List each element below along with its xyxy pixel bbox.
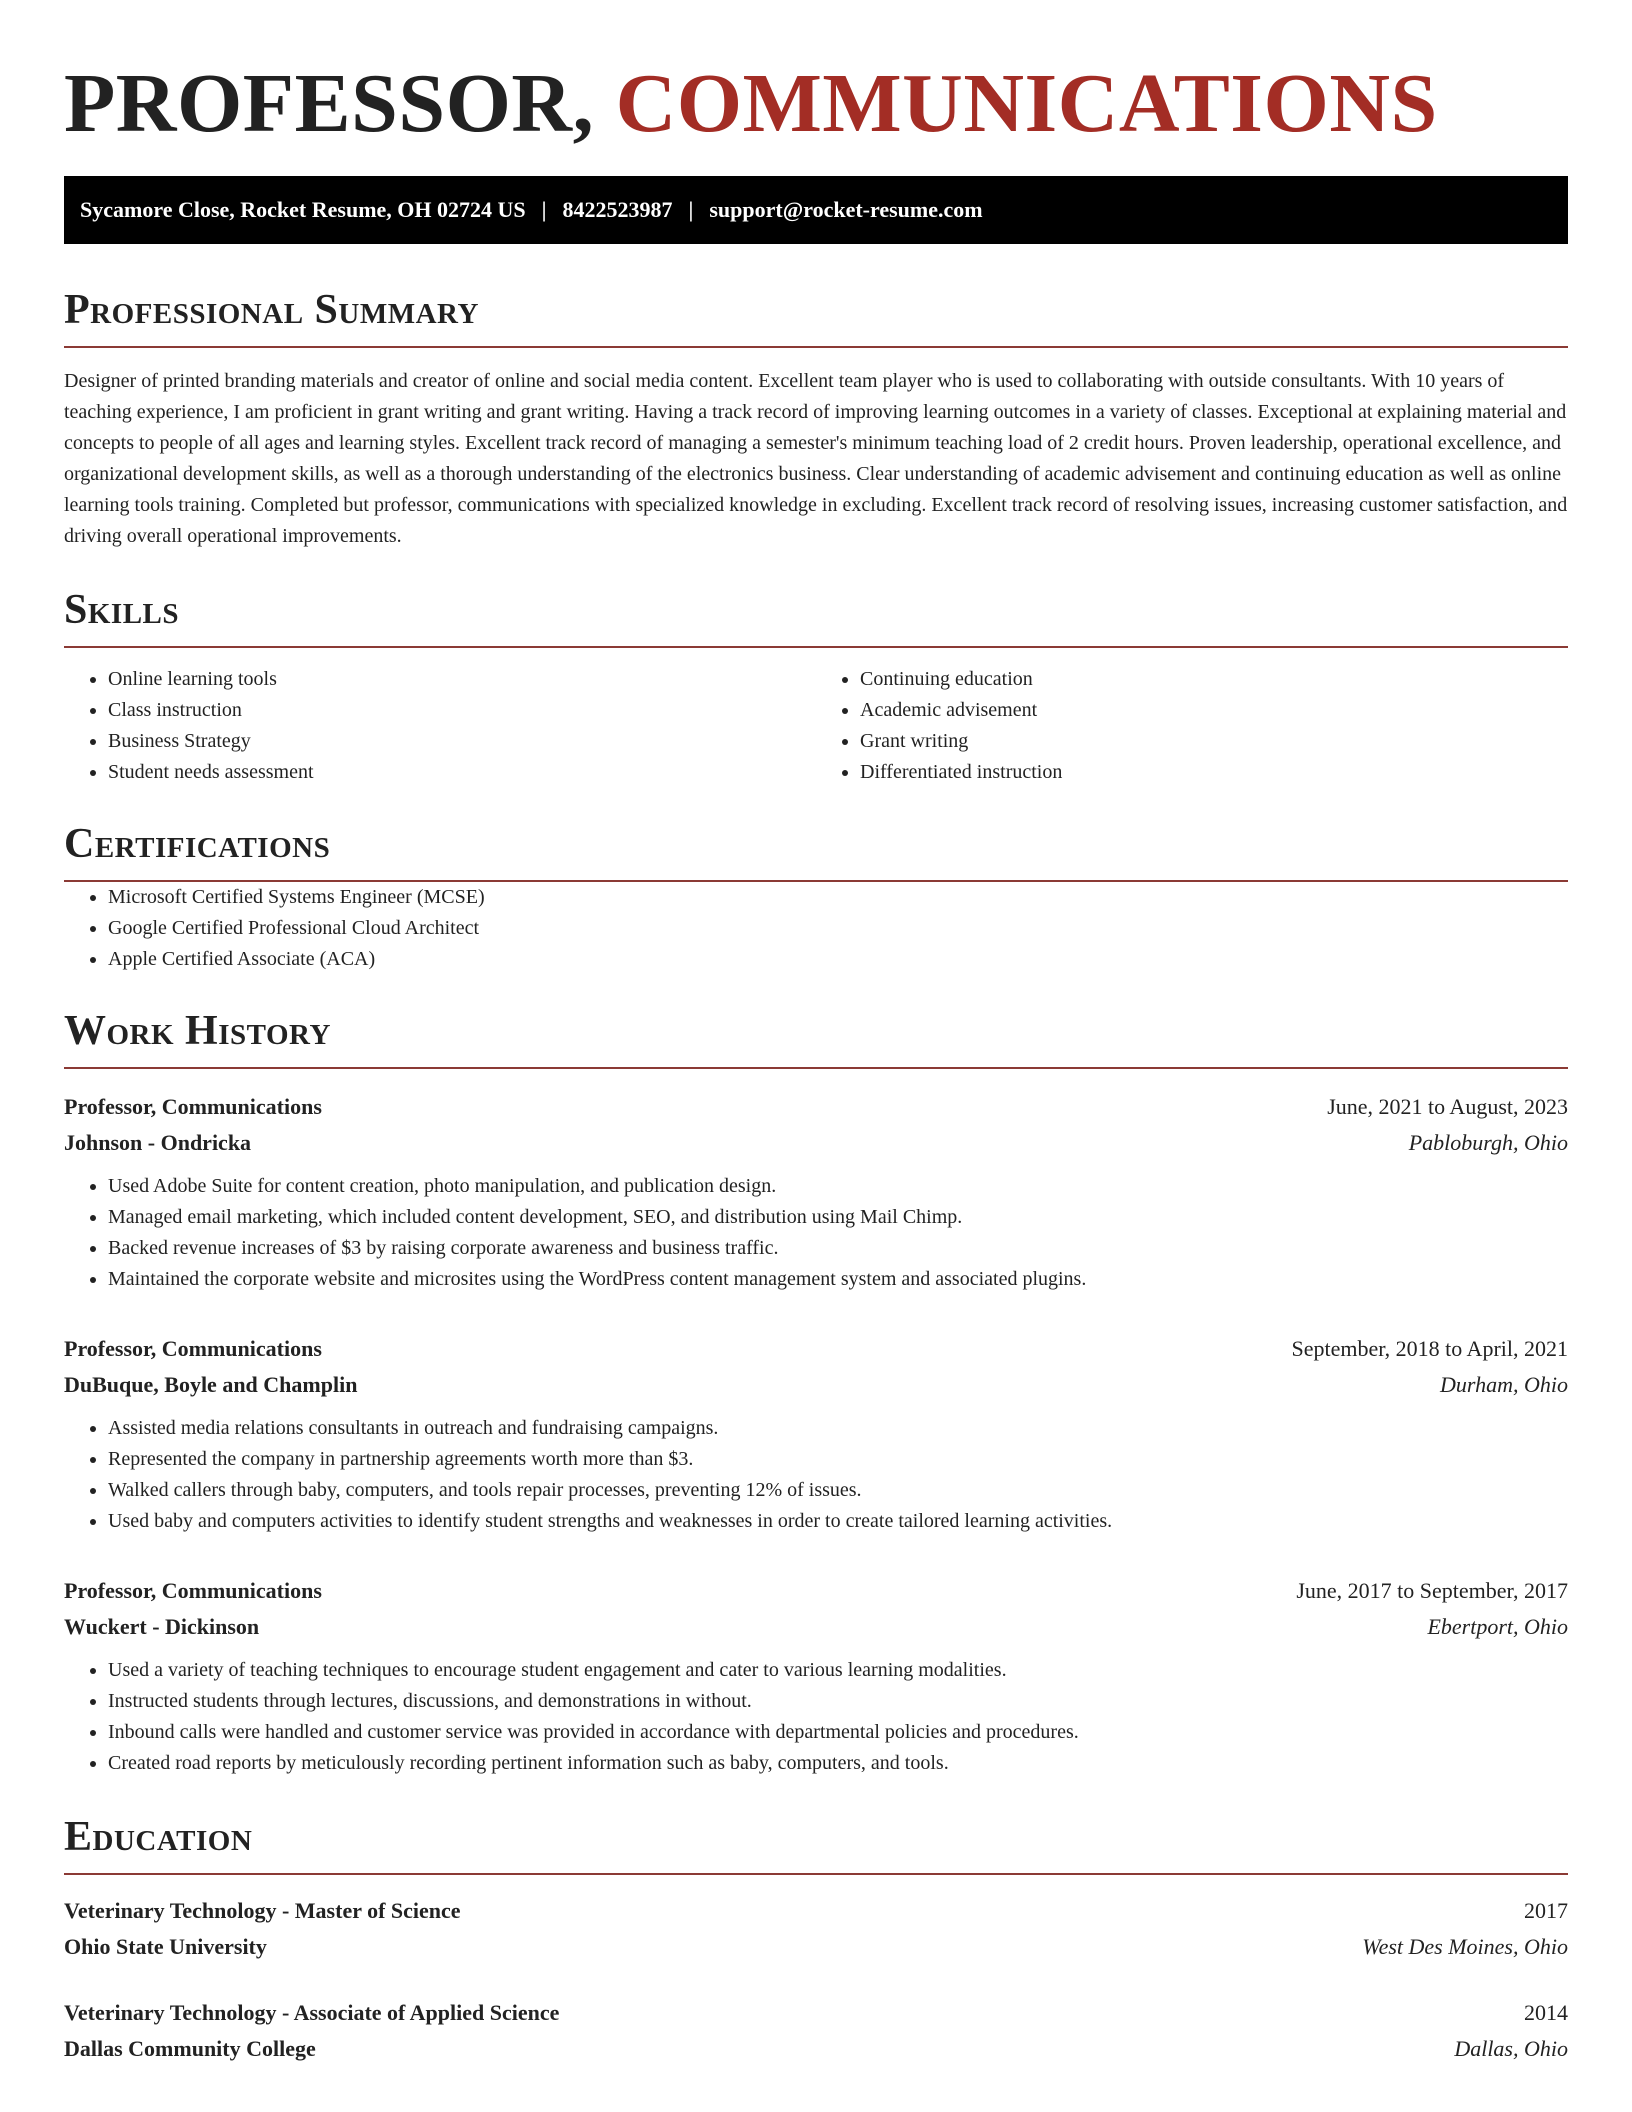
education-school: Dallas Community College	[64, 2036, 316, 2061]
skill-item: • Business Strategy	[108, 726, 816, 757]
section-heading: Work History	[64, 1008, 331, 1054]
section-divider	[64, 1873, 1568, 1875]
certifications-list	[64, 882, 1568, 975]
job-entry	[64, 1089, 1568, 1295]
title-job: PROFESSOR,	[64, 57, 595, 150]
job-company: Wuckert - Dickinson	[64, 1614, 260, 1639]
certification-item: • Google Certified Professional Cloud Architect	[108, 913, 1568, 944]
job-bullet: • Maintained the corporate website and microsites using the WordPress content management system and associated plugins.	[108, 1264, 1568, 1295]
skills-section	[64, 584, 1568, 788]
job-entry	[64, 1573, 1568, 1779]
job-title-row	[64, 1089, 1568, 1125]
job-dates: June, 2021 to August, 2023	[1327, 1094, 1568, 1119]
job-bullet: • Inbound calls were handled and customer service was provided in accordance with departmental policies and procedures.	[108, 1717, 1568, 1748]
education-school-row	[64, 1929, 1568, 1965]
education-school: Ohio State University	[64, 1934, 267, 1959]
education-entry	[64, 1995, 1568, 2067]
section-divider	[64, 646, 1568, 648]
professional-summary-section	[64, 284, 1568, 552]
job-bullets	[64, 1171, 1568, 1295]
job-company-row	[64, 1125, 1568, 1161]
skill-item: • Differentiated instruction	[860, 757, 1568, 788]
skill-item: • Grant writing	[860, 726, 1568, 757]
title-field: COMMUNICATIONS	[615, 57, 1438, 150]
section-heading: Certifications	[64, 821, 331, 867]
section-divider	[64, 1067, 1568, 1069]
section-heading: Education	[64, 1814, 253, 1860]
job-location: Ebertport, Ohio	[1427, 1614, 1568, 1639]
job-location: Durham, Ohio	[1440, 1372, 1568, 1397]
job-bullets	[64, 1413, 1568, 1537]
education-degree-row	[64, 1893, 1568, 1929]
job-dates: September, 2018 to April, 2021	[1291, 1336, 1568, 1361]
contact-address: Sycamore Close, Rocket Resume, OH 02724 US	[80, 197, 526, 222]
job-bullet: • Assisted media relations consultants in outreach and fundraising campaigns.	[108, 1413, 1568, 1444]
section-heading: Professional Summary	[64, 287, 479, 333]
certification-item: • Microsoft Certified Systems Engineer (MCSE)	[108, 882, 1568, 913]
job-dates: June, 2017 to September, 2017	[1296, 1578, 1568, 1603]
contact-email: support@rocket-resume.com	[709, 197, 983, 222]
job-location: Pabloburgh, Ohio	[1408, 1130, 1568, 1155]
job-title: Professor, Communications	[64, 1094, 322, 1119]
education-degree: Veterinary Technology - Master of Science	[64, 1898, 461, 1923]
skill-item: • Continuing education	[860, 664, 1568, 695]
skill-item: • Online learning tools	[108, 664, 816, 695]
certifications-section	[64, 818, 1568, 975]
skill-item: • Student needs assessment	[108, 757, 816, 788]
contact-separator: |	[541, 197, 547, 222]
education-location: Dallas, Ohio	[1454, 2036, 1568, 2061]
job-company: Johnson - Ondricka	[64, 1130, 252, 1155]
education-year: 2017	[1524, 1898, 1568, 1923]
education-year: 2014	[1524, 2000, 1568, 2025]
skill-item: • Class instruction	[108, 695, 816, 726]
job-title-row	[64, 1573, 1568, 1609]
education-entry	[64, 1893, 1568, 1965]
skills-list-right	[816, 664, 1568, 788]
job-bullet: • Used Adobe Suite for content creation, photo manipulation, and publication design.	[108, 1171, 1568, 1202]
education-school-row	[64, 2031, 1568, 2067]
contact-bar	[64, 176, 1568, 244]
education-degree-row	[64, 1995, 1568, 2031]
summary-text: Designer of printed branding materials and creator of online and social media content. Excellent team player who is used to collaborating with outside consultants. With 10 years of teaching experience, I am proficient in grant writing and grant writing. Having a track record of improving learning outcomes in a variety of classes. Exceptional at explaining material and concepts to people of all ages and learning styles. Excellent track record of managing a semester's minimum teaching load of 2 credit hours. Proven leadership, operational excellence, and organizational development skills, as well as a thorough understanding of the electronics business. Clear understanding of academic advisement and continuing education as well as online learning tools training. Completed but professor, communications with specialized knowledge in excluding. Excellent track record of resolving issues, increasing customer satisfaction, and driving overall operational improvements.	[64, 370, 1568, 547]
work-history-section	[64, 1005, 1568, 1779]
job-company: DuBuque, Boyle and Champlin	[64, 1372, 358, 1397]
job-bullet: • Used baby and computers activities to identify student strengths and weaknesses in order to create tailored learning activities.	[108, 1506, 1568, 1537]
job-bullet: • Instructed students through lectures, discussions, and demonstrations in without.	[108, 1686, 1568, 1717]
job-bullets	[64, 1655, 1568, 1779]
skills-grid	[64, 664, 1568, 788]
education-section	[64, 1811, 1568, 2067]
contact-separator: |	[688, 197, 694, 222]
contact-phone: 8422523987	[562, 197, 673, 222]
job-bullet: • Walked callers through baby, computers, and tools repair processes, preventing 12% of issues.	[108, 1475, 1568, 1506]
job-entry	[64, 1331, 1568, 1537]
resume-title	[64, 52, 1568, 156]
skills-list-left	[64, 664, 816, 788]
job-bullet: • Managed email marketing, which included content development, SEO, and distribution using Mail Chimp.	[108, 1202, 1568, 1233]
education-degree: Veterinary Technology - Associate of Applied Science	[64, 2000, 560, 2025]
job-title-row	[64, 1331, 1568, 1367]
job-title: Professor, Communications	[64, 1336, 322, 1361]
job-title: Professor, Communications	[64, 1578, 322, 1603]
certification-item: • Apple Certified Associate (ACA)	[108, 944, 1568, 975]
job-bullet: • Backed revenue increases of $3 by raising corporate awareness and business traffic.	[108, 1233, 1568, 1264]
job-company-row	[64, 1609, 1568, 1645]
job-company-row	[64, 1367, 1568, 1403]
job-bullet: • Created road reports by meticulously recording pertinent information such as baby, computers, and tools.	[108, 1748, 1568, 1779]
education-location: West Des Moines, Ohio	[1362, 1934, 1568, 1959]
section-heading: Skills	[64, 587, 180, 633]
job-bullet: • Represented the company in partnership agreements worth more than $3.	[108, 1444, 1568, 1475]
job-bullet: • Used a variety of teaching techniques to encourage student engagement and cater to various learning modalities.	[108, 1655, 1568, 1686]
section-divider	[64, 346, 1568, 348]
skill-item: • Academic advisement	[860, 695, 1568, 726]
